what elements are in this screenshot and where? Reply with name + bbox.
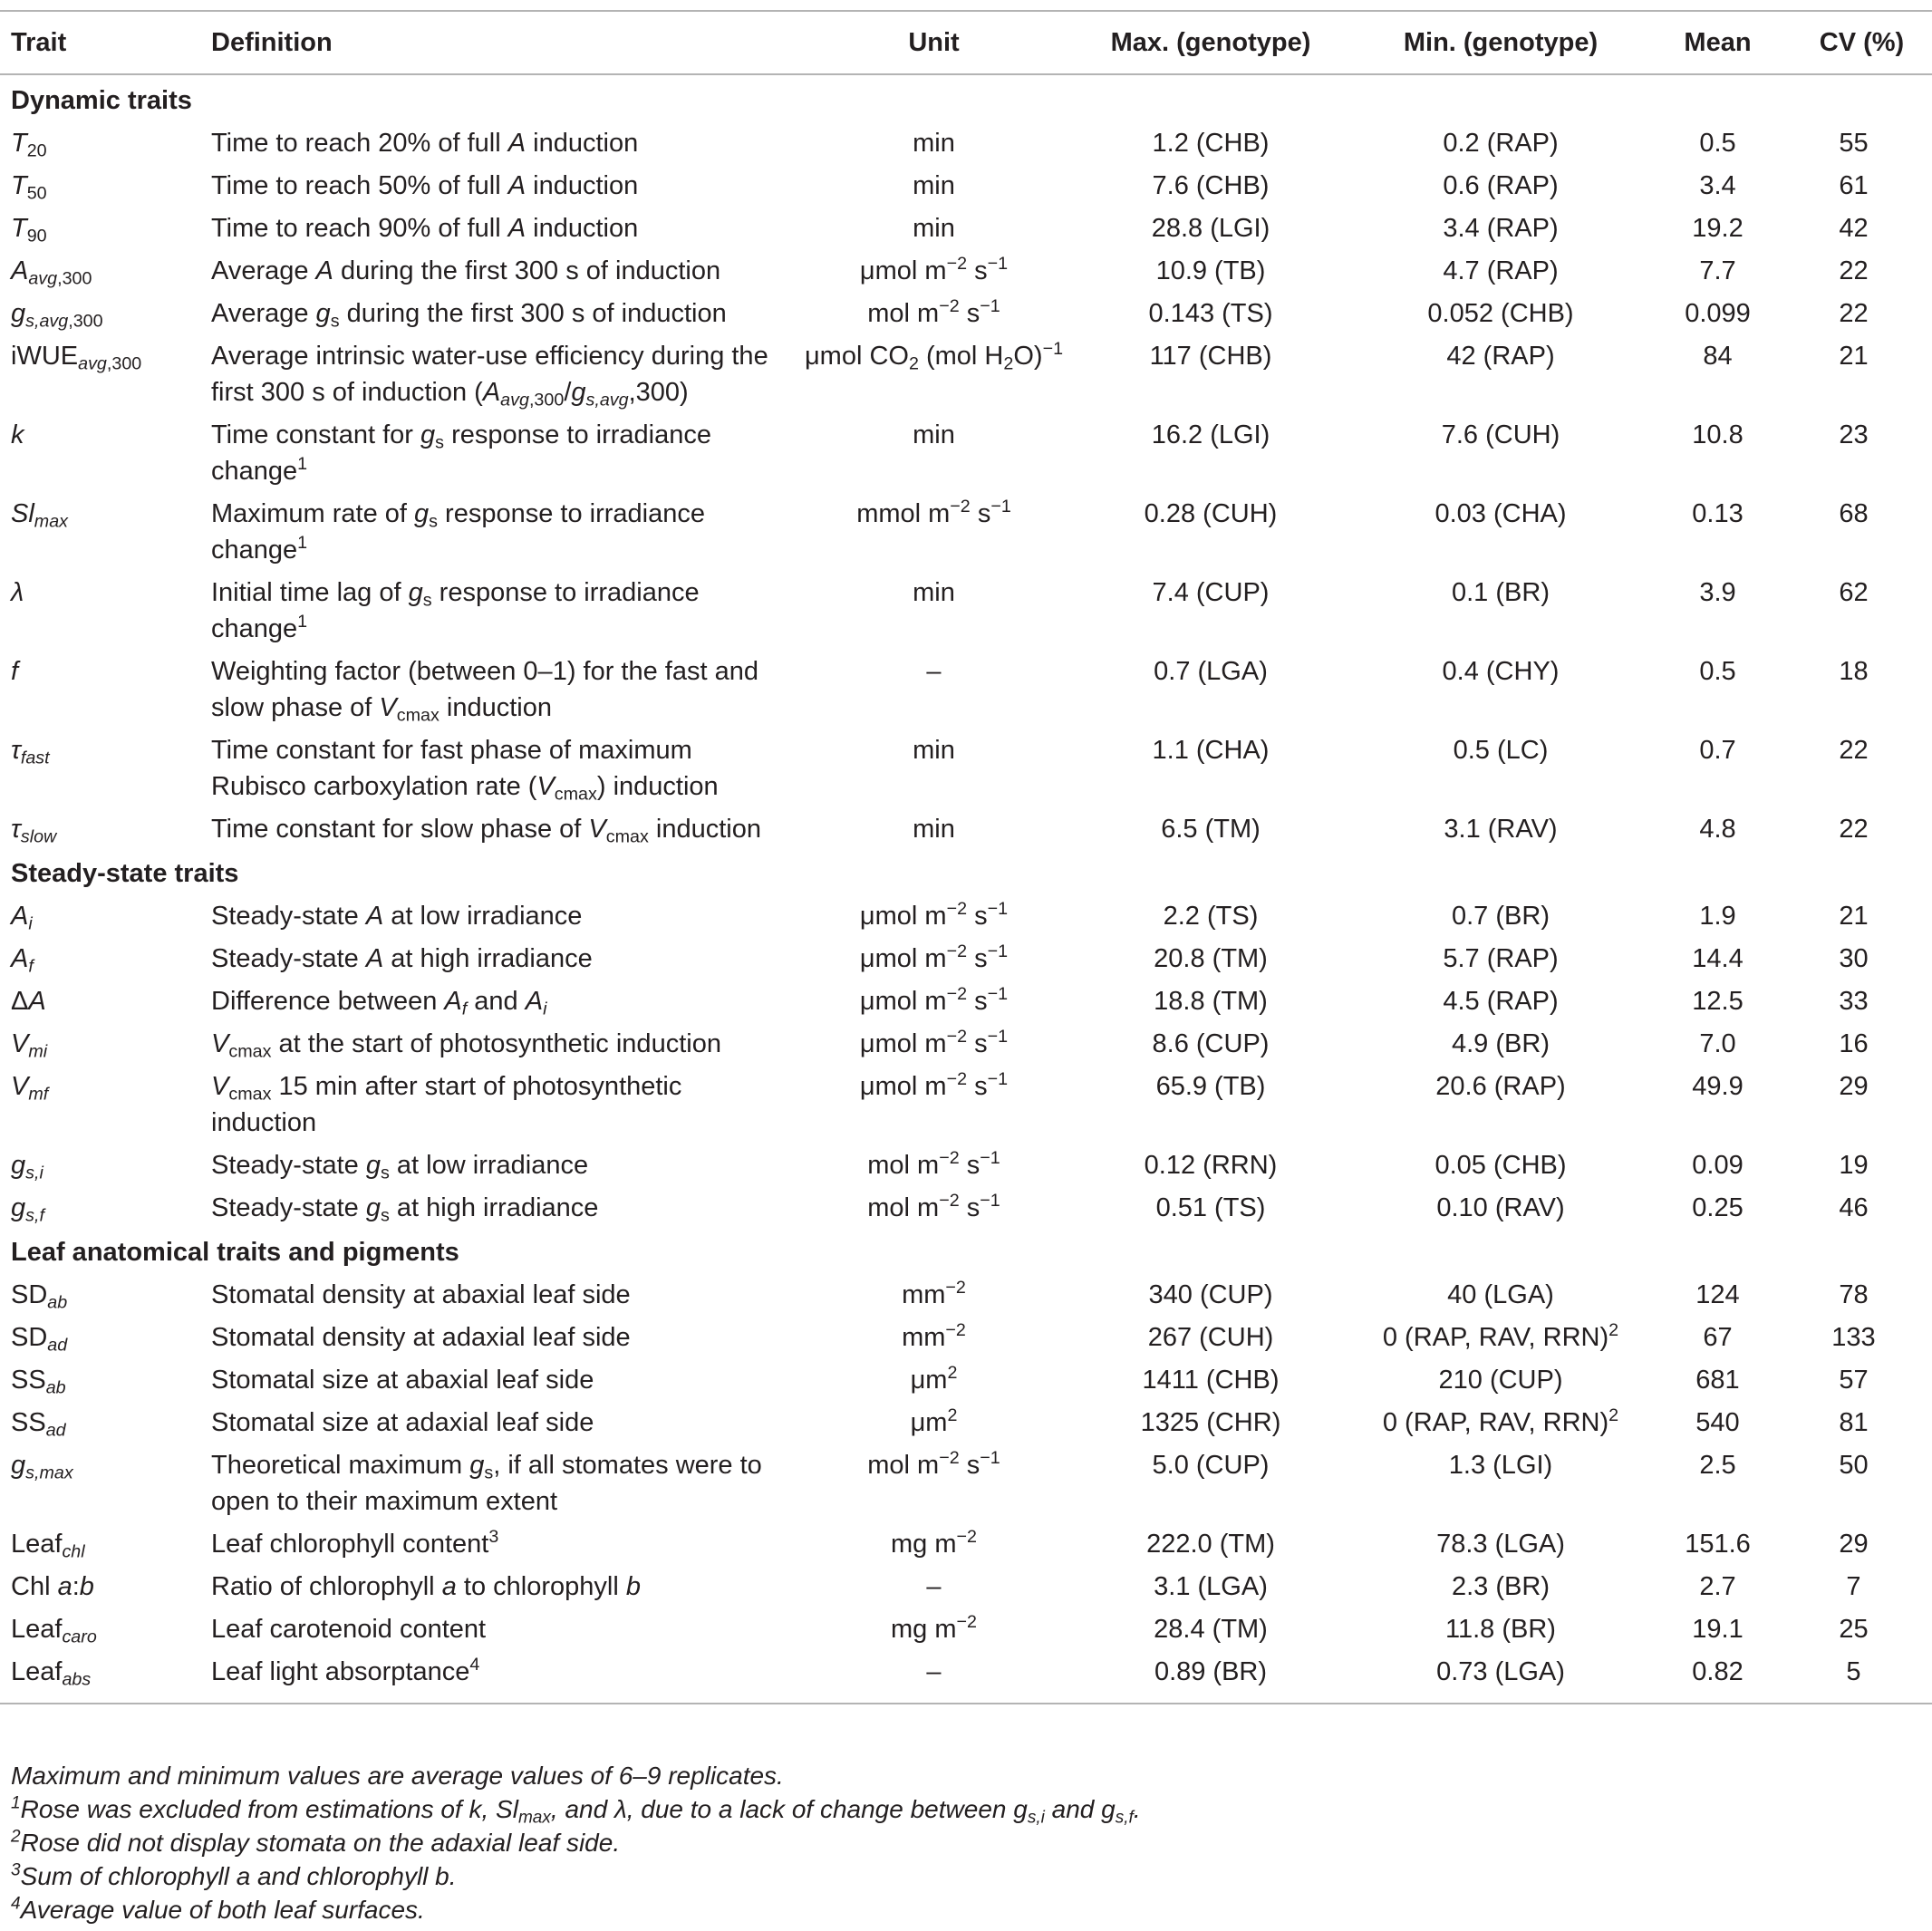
max-cell: 1411 (CHB) xyxy=(1142,1366,1280,1395)
mean-cell: 3.4 xyxy=(1699,171,1736,200)
min-cell: 0.4 (CHY) xyxy=(1442,657,1560,686)
max-cell: 0.7 (LGA) xyxy=(1154,657,1268,686)
table-row xyxy=(0,1020,1932,1063)
max-cell: 3.1 (LGA) xyxy=(1154,1572,1268,1601)
table-row xyxy=(0,1314,1932,1357)
table-row xyxy=(0,162,1932,205)
table-row xyxy=(0,727,1932,806)
cv-cell: 57 xyxy=(1839,1366,1869,1395)
section-header-row xyxy=(0,1227,1932,1271)
min-cell: 0 (RAP, RAV, RRN)$^2$ xyxy=(1382,1405,1619,1437)
definition-cell: Stomatal size at adaxial leaf side xyxy=(211,1408,594,1437)
trait-cell: $\tau_{fast}$ xyxy=(11,736,50,768)
mean-cell: 151.6 xyxy=(1685,1530,1751,1559)
section-title: Steady-state traits xyxy=(11,859,239,888)
trait-cell: k xyxy=(11,420,24,449)
trait-cell: $\tau_{slow}$ xyxy=(11,815,57,847)
col-header-max: Max. (genotype) xyxy=(1110,27,1311,57)
cv-cell: 81 xyxy=(1839,1408,1869,1437)
unit-cell: – xyxy=(926,1657,942,1686)
cv-cell: 55 xyxy=(1839,129,1869,158)
unit-cell: μmol $m^{-2}$ $s^{-1}$ xyxy=(859,1069,1009,1101)
mean-cell: 84 xyxy=(1703,342,1733,371)
unit-cell: – xyxy=(926,657,942,686)
min-cell: 0 (RAP, RAV, RRN)$^2$ xyxy=(1382,1320,1619,1352)
cv-cell: 29 xyxy=(1839,1072,1869,1101)
unit-cell: – xyxy=(926,1572,942,1601)
trait-cell: $Sl_{max}$ xyxy=(11,499,69,532)
definition-cell: Leaf carotenoid content xyxy=(211,1615,487,1644)
max-cell: 0.143 (TS) xyxy=(1148,299,1273,328)
table-row xyxy=(0,290,1932,333)
cv-cell: 42 xyxy=(1839,214,1869,243)
max-cell: 7.4 (CUP) xyxy=(1152,578,1270,607)
cv-cell: 33 xyxy=(1839,987,1869,1016)
unit-cell: mol $m^{-2}$ $s^{-1}$ xyxy=(867,1191,1000,1222)
unit-cell: min xyxy=(913,214,955,243)
unit-cell: μmol $m^{-2}$ $s^{-1}$ xyxy=(859,899,1009,931)
cv-cell: 16 xyxy=(1839,1029,1869,1058)
definition-cell: Time to reach 20% of full A induction xyxy=(211,129,639,158)
definition-cell: Ratio of chlorophyll a to chlorophyll b xyxy=(211,1572,641,1601)
trait-cell: λ xyxy=(11,578,24,607)
trait-cell: $A_i$ xyxy=(11,902,33,934)
cv-cell: 22 xyxy=(1839,299,1869,328)
table-row xyxy=(0,333,1932,411)
col-header-trait: Trait xyxy=(11,27,67,57)
trait-cell: Chl a:b xyxy=(11,1572,94,1601)
table-row xyxy=(0,411,1932,490)
trait-cell: $g_{s,f}$ xyxy=(11,1193,44,1226)
max-cell: 0.28 (CUH) xyxy=(1144,499,1278,528)
table-row xyxy=(0,1563,1932,1606)
cv-cell: 29 xyxy=(1839,1530,1869,1559)
footnote: $^2$Rose did not display stomata on the adaxial leaf side. xyxy=(11,1827,621,1857)
cv-cell: 61 xyxy=(1839,171,1869,200)
unit-cell: mg $m^{-2}$ xyxy=(891,1527,977,1559)
min-cell: 4.7 (RAP) xyxy=(1443,256,1559,285)
cv-cell: 62 xyxy=(1839,578,1869,607)
table-row xyxy=(0,569,1932,648)
mean-cell: 124 xyxy=(1695,1280,1740,1309)
table-row xyxy=(0,490,1932,569)
min-cell: 11.8 (BR) xyxy=(1445,1615,1556,1644)
trait-cell: $SD_{ad}$ xyxy=(11,1323,68,1356)
max-cell: 6.5 (TM) xyxy=(1161,815,1261,844)
mean-cell: 2.5 xyxy=(1699,1451,1736,1480)
definition-cell: Time constant for fast phase of maximum Rubisco carboxylation rate $(V_{cmax})$ induction xyxy=(211,736,719,805)
unit-cell: $\mu m^2$ xyxy=(910,1405,958,1437)
cv-cell: 22 xyxy=(1839,736,1869,765)
trait-cell: $A_f$ xyxy=(11,944,34,977)
traits-table xyxy=(0,10,1932,1704)
mean-cell: 0.09 xyxy=(1692,1151,1744,1180)
max-cell: 2.2 (TS) xyxy=(1163,902,1259,931)
definition-cell: Leaf chlorophyll content$^3$ xyxy=(211,1527,499,1559)
cv-cell: 50 xyxy=(1839,1451,1869,1480)
trait-cell: $T_{50}$ xyxy=(11,171,47,204)
unit-cell: mg $m^{-2}$ xyxy=(891,1612,977,1644)
col-header-min: Min. (genotype) xyxy=(1403,27,1599,57)
definition-cell: $V_{cmax}$ at the start of photosynthetic induction xyxy=(211,1029,721,1062)
col-header-unit: Unit xyxy=(908,27,960,57)
min-cell: 4.5 (RAP) xyxy=(1443,987,1559,1016)
min-cell: 0.6 (RAP) xyxy=(1443,171,1559,200)
trait-cell: Leaf$_{abs}$ xyxy=(11,1657,92,1690)
table-row xyxy=(0,935,1932,978)
table-body xyxy=(0,74,1932,1704)
max-cell: 0.12 (RRN) xyxy=(1144,1151,1278,1180)
cv-cell: 22 xyxy=(1839,815,1869,844)
unit-cell: $mm^{-2}$ xyxy=(902,1278,966,1309)
min-cell: 40 (LGA) xyxy=(1447,1280,1554,1309)
mean-cell: 540 xyxy=(1695,1408,1740,1437)
table-row xyxy=(0,1063,1932,1142)
max-cell: 28.8 (LGI) xyxy=(1151,214,1270,243)
definition-cell: Theoretical maximum $g_s$, if all stomates were to open to their maximum extent xyxy=(211,1451,762,1516)
trait-cell: $g_{s,i}$ xyxy=(11,1151,43,1183)
unit-cell: μmol $m^{-2}$ $s^{-1}$ xyxy=(859,984,1009,1016)
min-cell: 7.6 (CUH) xyxy=(1441,420,1560,449)
definition-cell: Time constant for slow phase of $V_{cmax}$ induction xyxy=(211,815,761,847)
cv-cell: 7 xyxy=(1846,1572,1861,1601)
min-cell: 0.2 (RAP) xyxy=(1443,129,1559,158)
table-row xyxy=(0,1399,1932,1442)
unit-cell: min xyxy=(913,578,955,607)
definition-cell: Steady-state A at low irradiance xyxy=(211,902,583,931)
col-header-cv: CV (%) xyxy=(1819,27,1905,57)
unit-cell: μmol $m^{-2}$ $s^{-1}$ xyxy=(859,254,1009,285)
table-row xyxy=(0,120,1932,162)
trait-cell: Leaf$_{caro}$ xyxy=(11,1615,97,1647)
max-cell: 7.6 (CHB) xyxy=(1152,171,1270,200)
cv-cell: 78 xyxy=(1839,1280,1869,1309)
min-cell: 0.03 (CHA) xyxy=(1435,499,1567,528)
min-cell: 0.05 (CHB) xyxy=(1435,1151,1567,1180)
max-cell: 117 (CHB) xyxy=(1149,342,1272,371)
unit-cell: mol $m^{-2}$ $s^{-1}$ xyxy=(867,1148,1000,1180)
trait-cell: $g_{s,avg,300}$ xyxy=(11,299,103,332)
definition-cell: Leaf light absorptance$^4$ xyxy=(211,1655,480,1686)
mean-cell: 3.9 xyxy=(1699,578,1736,607)
trait-cell: $V_{mf}$ xyxy=(11,1072,49,1105)
trait-cell: $SS_{ad}$ xyxy=(11,1408,66,1441)
mean-cell: 10.8 xyxy=(1692,420,1744,449)
definition-cell: Average intrinsic water-use efficiency during the first 300 s of induction $(A_{avg,300}/g_{s,avg},300)$ xyxy=(211,342,768,410)
trait-cell: f xyxy=(11,657,19,686)
max-cell: 222.0 (TM) xyxy=(1146,1530,1275,1559)
max-cell: 1325 (CHR) xyxy=(1140,1408,1281,1437)
definition-cell: Average $g_s$ during the first 300 s of induction xyxy=(211,299,727,332)
min-cell: 0.10 (RAV) xyxy=(1436,1193,1565,1222)
cv-cell: 5 xyxy=(1846,1657,1861,1686)
unit-cell: $mm^{-2}$ xyxy=(902,1320,966,1352)
table-row xyxy=(0,978,1932,1020)
unit-cell: min xyxy=(913,736,955,765)
min-cell: 0.73 (LGA) xyxy=(1436,1657,1565,1686)
mean-cell: 0.5 xyxy=(1699,129,1736,158)
table-row xyxy=(0,1648,1932,1704)
min-cell: 210 (CUP) xyxy=(1438,1366,1563,1395)
unit-cell: min xyxy=(913,420,955,449)
unit-cell: μmol $m^{-2}$ $s^{-1}$ xyxy=(859,941,1009,973)
max-cell: 20.8 (TM) xyxy=(1154,944,1268,973)
mean-cell: 0.7 xyxy=(1699,736,1736,765)
definition-cell: Time to reach 50% of full A induction xyxy=(211,171,639,200)
min-cell: 3.1 (RAV) xyxy=(1444,815,1558,844)
trait-cell: $T_{90}$ xyxy=(11,214,47,246)
mean-cell: 7.7 xyxy=(1699,256,1736,285)
min-cell: 2.3 (BR) xyxy=(1452,1572,1550,1601)
trait-cell: iWUE$_{avg,300}$ xyxy=(11,342,142,374)
max-cell: 1.1 (CHA) xyxy=(1152,736,1270,765)
table-row xyxy=(0,648,1932,727)
max-cell: 65.9 (TB) xyxy=(1155,1072,1266,1101)
cv-cell: 133 xyxy=(1831,1323,1876,1352)
trait-cell: Leaf$_{chl}$ xyxy=(11,1530,85,1562)
cv-cell: 25 xyxy=(1839,1615,1869,1644)
table-row xyxy=(0,806,1932,848)
col-header-mean: Mean xyxy=(1684,27,1752,57)
footnote: $^3$Sum of chlorophyll a and chlorophyll b. xyxy=(11,1860,457,1890)
definition-cell: Initial time lag of $g_s$ response to irradiance change$^1$ xyxy=(211,578,700,643)
unit-cell: mmol $m^{-2}$ $s^{-1}$ xyxy=(856,497,1011,528)
table-row xyxy=(0,1442,1932,1521)
mean-cell: 4.8 xyxy=(1699,815,1736,844)
max-cell: 0.51 (TS) xyxy=(1155,1193,1266,1222)
table-row xyxy=(0,893,1932,935)
trait-cell: $SD_{ab}$ xyxy=(11,1280,68,1313)
min-cell: 78.3 (LGA) xyxy=(1436,1530,1565,1559)
min-cell: 42 (RAP) xyxy=(1446,342,1555,371)
max-cell: 18.8 (TM) xyxy=(1154,987,1268,1016)
cv-cell: 18 xyxy=(1839,657,1869,686)
mean-cell: 2.7 xyxy=(1699,1572,1736,1601)
definition-cell: Stomatal density at adaxial leaf side xyxy=(211,1323,631,1352)
table-row xyxy=(0,205,1932,247)
unit-cell: min xyxy=(913,171,955,200)
table-row xyxy=(0,1271,1932,1314)
section-header-row xyxy=(0,74,1932,120)
min-cell: 0.052 (CHB) xyxy=(1427,299,1574,328)
table-row xyxy=(0,1357,1932,1399)
definition-cell: Average A during the first 300 s of induction xyxy=(211,256,721,285)
mean-cell: 0.82 xyxy=(1692,1657,1744,1686)
unit-cell: min xyxy=(913,129,955,158)
min-cell: 3.4 (RAP) xyxy=(1443,214,1559,243)
unit-cell: mol $m^{-2}$ $s^{-1}$ xyxy=(867,296,1000,328)
cv-cell: 21 xyxy=(1839,342,1869,371)
trait-cell: $A_{avg,300}$ xyxy=(11,256,92,289)
mean-cell: 19.2 xyxy=(1692,214,1744,243)
table-row xyxy=(0,247,1932,290)
mean-cell: 12.5 xyxy=(1692,987,1744,1016)
trait-cell: $T_{20}$ xyxy=(11,129,47,161)
definition-cell: Weighting factor (between 0–1) for the fast and slow phase of $V_{cmax}$ induction xyxy=(211,657,758,726)
cv-cell: 22 xyxy=(1839,256,1869,285)
max-cell: 16.2 (LGI) xyxy=(1151,420,1270,449)
mean-cell: 14.4 xyxy=(1692,944,1744,973)
max-cell: 0.89 (BR) xyxy=(1154,1657,1268,1686)
max-cell: 10.9 (TB) xyxy=(1155,256,1266,285)
mean-cell: 67 xyxy=(1703,1323,1733,1352)
min-cell: 5.7 (RAP) xyxy=(1443,944,1559,973)
min-cell: 20.6 (RAP) xyxy=(1435,1072,1566,1101)
cv-cell: 19 xyxy=(1839,1151,1869,1180)
definition-cell: Time constant for $g_s$ response to irradiance change$^1$ xyxy=(211,420,712,486)
mean-cell: 0.5 xyxy=(1699,657,1736,686)
max-cell: 8.6 (CUP) xyxy=(1152,1029,1270,1058)
max-cell: 340 (CUP) xyxy=(1148,1280,1273,1309)
mean-cell: 19.1 xyxy=(1692,1615,1744,1644)
cv-cell: 68 xyxy=(1839,499,1869,528)
mean-cell: 681 xyxy=(1695,1366,1740,1395)
footnote: Maximum and minimum values are average values of 6–9 replicates. xyxy=(11,1762,784,1790)
mean-cell: 7.0 xyxy=(1699,1029,1736,1058)
definition-cell: Time to reach 90% of full A induction xyxy=(211,214,639,243)
definition-cell: Stomatal size at abaxial leaf side xyxy=(211,1366,594,1395)
cv-cell: 30 xyxy=(1839,944,1869,973)
table-row xyxy=(0,1606,1932,1648)
unit-cell: mol $m^{-2}$ $s^{-1}$ xyxy=(867,1448,1000,1480)
trait-cell: $SS_{ab}$ xyxy=(11,1366,66,1398)
cv-cell: 23 xyxy=(1839,420,1869,449)
col-header-definition: Definition xyxy=(211,27,333,57)
cv-cell: 46 xyxy=(1839,1193,1869,1222)
unit-cell: $\mu m^2$ xyxy=(910,1363,958,1395)
unit-cell: μmol $m^{-2}$ $s^{-1}$ xyxy=(859,1027,1009,1058)
footnote: $^4$Average value of both leaf surfaces. xyxy=(11,1894,425,1924)
mean-cell: 0.099 xyxy=(1685,299,1751,328)
trait-cell: $V_{mi}$ xyxy=(11,1029,48,1062)
definition-cell: Steady-state A at high irradiance xyxy=(211,944,593,973)
table-row xyxy=(0,1142,1932,1184)
section-header-row xyxy=(0,848,1932,893)
min-cell: 1.3 (LGI) xyxy=(1448,1451,1553,1480)
min-cell: 0.7 (BR) xyxy=(1452,902,1550,931)
table-row xyxy=(0,1521,1932,1563)
mean-cell: 0.13 xyxy=(1692,499,1744,528)
max-cell: 1.2 (CHB) xyxy=(1152,129,1270,158)
max-cell: 28.4 (TM) xyxy=(1154,1615,1268,1644)
table-footnotes xyxy=(11,1759,1914,1926)
definition-cell: Difference between $A_f$ and $A_i$ xyxy=(211,987,547,1019)
trait-cell: ΔA xyxy=(11,987,46,1016)
unit-cell: min xyxy=(913,815,955,844)
definition-cell: Steady-state $g_s$ at low irradiance xyxy=(211,1151,589,1183)
header-row xyxy=(0,11,1932,74)
definition-cell: Maximum rate of $g_s$ response to irradiance change$^1$ xyxy=(211,499,705,565)
cv-cell: 21 xyxy=(1839,902,1869,931)
max-cell: 5.0 (CUP) xyxy=(1152,1451,1270,1480)
mean-cell: 0.25 xyxy=(1692,1193,1744,1222)
max-cell: 267 (CUH) xyxy=(1147,1323,1274,1352)
min-cell: 4.9 (BR) xyxy=(1452,1029,1550,1058)
mean-cell: 49.9 xyxy=(1692,1072,1744,1101)
section-title: Dynamic traits xyxy=(11,86,192,115)
trait-cell: $g_{s,max}$ xyxy=(11,1451,73,1483)
min-cell: 0.1 (BR) xyxy=(1452,578,1550,607)
definition-cell: Stomatal density at abaxial leaf side xyxy=(211,1280,631,1309)
unit-cell: μmol $CO_2$ (mol $H_2O)^{-1}$ xyxy=(804,339,1064,374)
footnote: $^1$Rose was excluded from estimations of k, $Sl_{max}$, and λ, due to a lack of change between $g_{s,i}$ and $g_{s,f}$. xyxy=(11,1793,1141,1828)
table-row xyxy=(0,1184,1932,1227)
definition-cell: Steady-state $g_s$ at high irradiance xyxy=(211,1193,599,1226)
min-cell: 0.5 (LC) xyxy=(1453,736,1549,765)
definition-cell: $V_{cmax}$ 15 min after start of photosynthetic induction xyxy=(211,1072,682,1137)
mean-cell: 1.9 xyxy=(1699,902,1736,931)
section-title: Leaf anatomical traits and pigments xyxy=(11,1238,459,1267)
